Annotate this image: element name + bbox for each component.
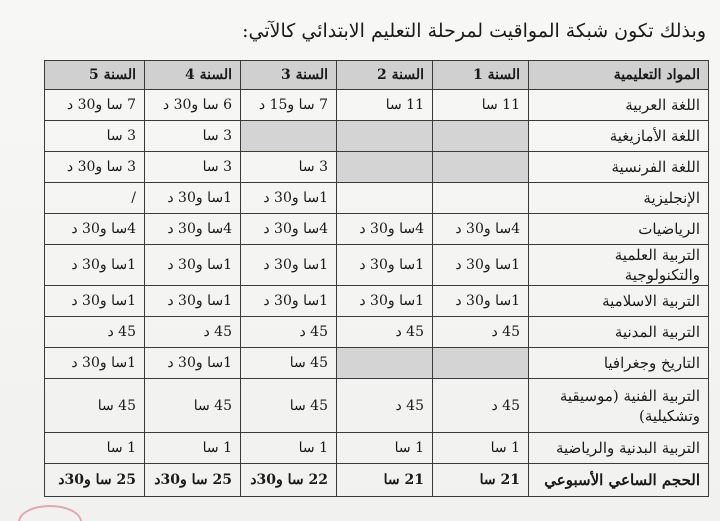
hours-cell-year-1: [433, 348, 529, 379]
hours-cell-year-4: 3 سا: [145, 152, 241, 183]
hours-cell-year-3: 1سا و30 د: [241, 245, 337, 286]
table-row: [45, 214, 709, 245]
subject-cell: التربية العلمية والتكنولوجية: [529, 245, 709, 286]
subject-cell: التربية الفنية (موسيقية وتشكيلية): [529, 379, 709, 433]
hours-cell-year-4: 3 سا: [145, 121, 241, 152]
hours-cell-year-3: 7 سا و15 د: [241, 90, 337, 121]
hours-cell-year-3: 1 سا: [241, 433, 337, 464]
table-row: [45, 286, 709, 317]
header-year-2: السنة 2: [337, 61, 433, 90]
hours-cell-year-1: 4سا و30 د: [433, 214, 529, 245]
header-row: [45, 61, 709, 90]
hours-cell-year-2: 45 د: [337, 379, 433, 433]
hours-cell-year-1: 45 د: [433, 317, 529, 348]
hours-cell-year-5: 3 سا و30 د: [45, 152, 145, 183]
hours-cell-year-2: 4سا و30 د: [337, 214, 433, 245]
hours-cell-year-1: 11 سا: [433, 90, 529, 121]
hours-cell-year-3: 4سا و30 د: [241, 214, 337, 245]
intro-sentence: وبذلك تكون شبكة المواقيت لمرحلة التعليم الابتدائي كالآتي:: [242, 20, 706, 42]
hours-cell-year-1: 45 د: [433, 379, 529, 433]
hours-cell-year-3: [241, 121, 337, 152]
hours-cell-year-5: 1سا و30 د: [45, 286, 145, 317]
subject-cell: اللغة العربية: [529, 90, 709, 121]
table-row: [45, 90, 709, 121]
hours-cell-year-4: 25 سا و30د: [145, 464, 241, 497]
hours-cell-year-3: 45 د: [241, 317, 337, 348]
hours-cell-year-4: 1سا و30 د: [145, 348, 241, 379]
hours-cell-year-2: [337, 348, 433, 379]
hours-cell-year-2: 11 سا: [337, 90, 433, 121]
subject-cell: اللغة الفرنسية: [529, 152, 709, 183]
hours-cell-year-2: [337, 152, 433, 183]
header-year-4: السنة 4: [145, 61, 241, 90]
hours-cell-year-4: 45 د: [145, 317, 241, 348]
subject-cell: اللغة الأمازيغية: [529, 121, 709, 152]
table-row: [45, 348, 709, 379]
table-row: [45, 433, 709, 464]
subject-cell: الرياضيات: [529, 214, 709, 245]
hours-cell-year-3: 22 سا و30د: [241, 464, 337, 497]
hours-cell-year-5: 7 سا و30 د: [45, 90, 145, 121]
hours-cell-year-1: [433, 183, 529, 214]
hours-cell-year-4: 1 سا: [145, 433, 241, 464]
subject-cell: التربية الاسلامية: [529, 286, 709, 317]
table-row: [45, 317, 709, 348]
hours-cell-year-4: 1سا و30 د: [145, 286, 241, 317]
subject-cell: الحجم الساعي الأسبوعي: [529, 464, 709, 497]
subject-cell: التاريخ وجغرافيا: [529, 348, 709, 379]
hours-cell-year-3: 45 سا: [241, 348, 337, 379]
hours-cell-year-4: 1سا و30 د: [145, 183, 241, 214]
hours-cell-year-1: 21 سا: [433, 464, 529, 497]
hours-cell-year-1: 1سا و30 د: [433, 286, 529, 317]
total-row: [45, 464, 709, 497]
hours-cell-year-4: 1سا و30 د: [145, 245, 241, 286]
hours-cell-year-5: 1 سا: [45, 433, 145, 464]
subject-cell: التربية المدنية: [529, 317, 709, 348]
hours-cell-year-5: 3 سا: [45, 121, 145, 152]
header-subjects: المواد التعليمية: [529, 61, 709, 90]
hours-cell-year-3: 1سا و30 د: [241, 286, 337, 317]
hours-cell-year-2: 1سا و30 د: [337, 286, 433, 317]
hours-cell-year-3: 45 سا: [241, 379, 337, 433]
hours-cell-year-4: 6 سا و30 د: [145, 90, 241, 121]
hours-cell-year-5: 25 سا و30د: [45, 464, 145, 497]
hours-cell-year-2: [337, 183, 433, 214]
hours-cell-year-1: [433, 152, 529, 183]
hours-cell-year-4: 4سا و30 د: [145, 214, 241, 245]
hours-cell-year-3: 1سا و30 د: [241, 183, 337, 214]
header-year-1: السنة 1: [433, 61, 529, 90]
stamp-mark: [18, 505, 82, 521]
hours-cell-year-3: 3 سا: [241, 152, 337, 183]
hours-cell-year-2: [337, 121, 433, 152]
subject-cell: التربية البدنية والرياضية: [529, 433, 709, 464]
hours-cell-year-5: 45 د: [45, 317, 145, 348]
table-row: [45, 152, 709, 183]
hours-cell-year-2: 21 سا: [337, 464, 433, 497]
hours-cell-year-1: [433, 121, 529, 152]
hours-cell-year-2: 1 سا: [337, 433, 433, 464]
table-row: [45, 183, 709, 214]
hours-cell-year-2: 1سا و30 د: [337, 245, 433, 286]
hours-cell-year-1: 1سا و30 د: [433, 245, 529, 286]
hours-cell-year-4: 45 سا: [145, 379, 241, 433]
table-row: [45, 121, 709, 152]
subject-cell: الإنجليزية: [529, 183, 709, 214]
hours-cell-year-2: 45 د: [337, 317, 433, 348]
hours-cell-year-1: 1 سا: [433, 433, 529, 464]
hours-cell-year-5: 1سا و30 د: [45, 348, 145, 379]
table-row: [45, 245, 709, 286]
hours-cell-year-5: 45 سا: [45, 379, 145, 433]
header-year-5: السنة 5: [45, 61, 145, 90]
timetable: [44, 60, 709, 497]
hours-cell-year-5: 1سا و30 د: [45, 245, 145, 286]
header-year-3: السنة 3: [241, 61, 337, 90]
hours-cell-year-5: 4سا و30 د: [45, 214, 145, 245]
table-row: [45, 379, 709, 433]
hours-cell-year-5: /: [45, 183, 145, 214]
